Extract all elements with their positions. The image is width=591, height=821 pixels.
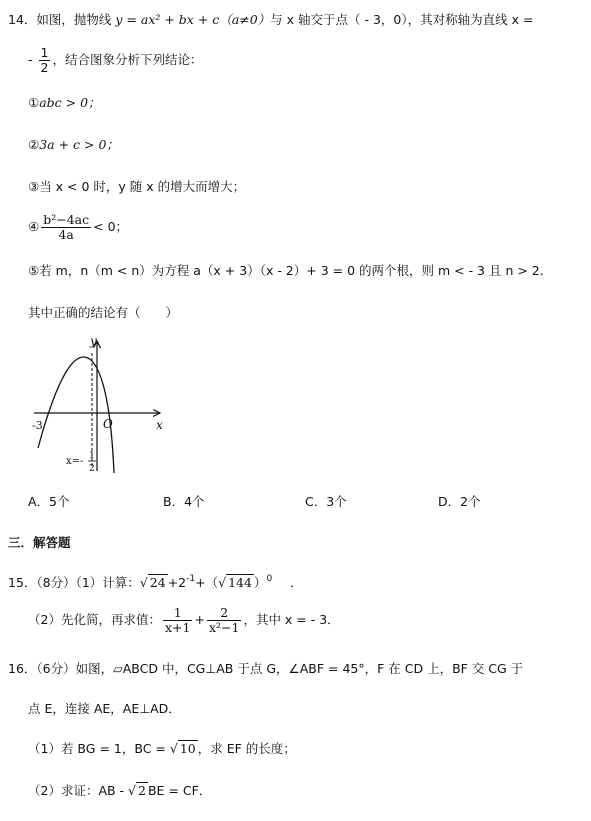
q14-equation: y = ax² + bx + c（a≠0） [115, 12, 271, 27]
option-d: D．2个 [438, 494, 481, 509]
root-label: -3 [32, 419, 43, 432]
q14-axis-tail: ，结合图象分析下列结论： [52, 52, 203, 67]
section-heading: 三．解答题 [8, 535, 71, 550]
q16-line1: 16．（6分）如图，▱ABCD 中，CG⊥AB 于点 G，∠ABF = 45°，F 在 CD 上，BF 交 CG 于 [8, 661, 524, 676]
q15-line2: （2）先化简，再求值： $\frac{1}{x+1}$ + $\frac{2}{\text{x²−1}}$ ，其中 x = - 3． [28, 605, 340, 635]
q15-sqrt-24: 24 [149, 575, 166, 590]
q16-sqrt-2: 2 [138, 783, 146, 798]
q14-axis-line [28, 46, 202, 75]
q14-stem [8, 11, 533, 29]
q14-stem-b: 与 x 轴交于点（ - 3，0），其对称轴为直线 x = [270, 12, 534, 27]
q16-line4: （2）求证：AB - √ 2 BE = CF． [28, 783, 212, 798]
q14-parabola-graph [28, 333, 178, 478]
symmetry-label-num: 1 [89, 451, 95, 461]
x-axis-label: x [156, 418, 163, 432]
q14-axis-fraction: $\frac{1}{2}$ [40, 45, 49, 75]
option-a: A．5个 [28, 494, 70, 509]
q14-conclusion-4: ④ $\frac{\text{b²−4ac}}{4a}$ < 0； [28, 212, 129, 242]
option-b: B．4个 [163, 494, 205, 509]
q15-fraction-2: $\frac{2}{\text{x²−1}}$ [208, 605, 240, 635]
q14-prompt: 其中正确的结论有（ ） [28, 305, 179, 320]
q14-c4-fraction: $\frac{\text{b²−4ac}}{4a}$ [43, 212, 90, 242]
y-axis-label: y [90, 334, 97, 348]
q15-sqrt-144: 144 [228, 575, 252, 590]
q14-conclusion-3: ③当 x < 0 时，y 随 x 的增大而增大； [28, 179, 246, 194]
q14-conclusion-5: ⑤若 m，n（m < n）为方程 a（x + 3）（x - 2）+ 3 = 0 的两个根，则 m < - 3 且 n > 2． [28, 263, 553, 278]
q15-fraction-1: $\frac{1}{x+1}$ [164, 605, 191, 635]
option-c: C．3个 [305, 494, 347, 509]
q16-line2: 点 E，连接 AE，AE⊥AD． [28, 701, 181, 716]
q14-stem-a: 如图，抛物线 [36, 12, 116, 27]
q14-conclusion-1: ①abc > 0； [28, 95, 101, 110]
q14-number: 14． [8, 12, 37, 27]
q16-sqrt-10: 10 [179, 741, 196, 756]
q14-axis-neg: - [28, 52, 33, 67]
q15-line1: 15．（8分）（1）计算：√ $24 +2^{-1}+(√$ 144 ）$^0$ ． [8, 574, 303, 590]
symmetry-label-den: 2 [89, 464, 95, 474]
symmetry-label-prefix: x=- [66, 456, 84, 467]
q14-conclusion-2: ②3a + c > 0； [28, 137, 119, 152]
origin-label: O [103, 417, 113, 431]
q16-line3: （1）若 BG = 1，BC = √ 10 ，求 EF 的长度； [28, 741, 296, 756]
